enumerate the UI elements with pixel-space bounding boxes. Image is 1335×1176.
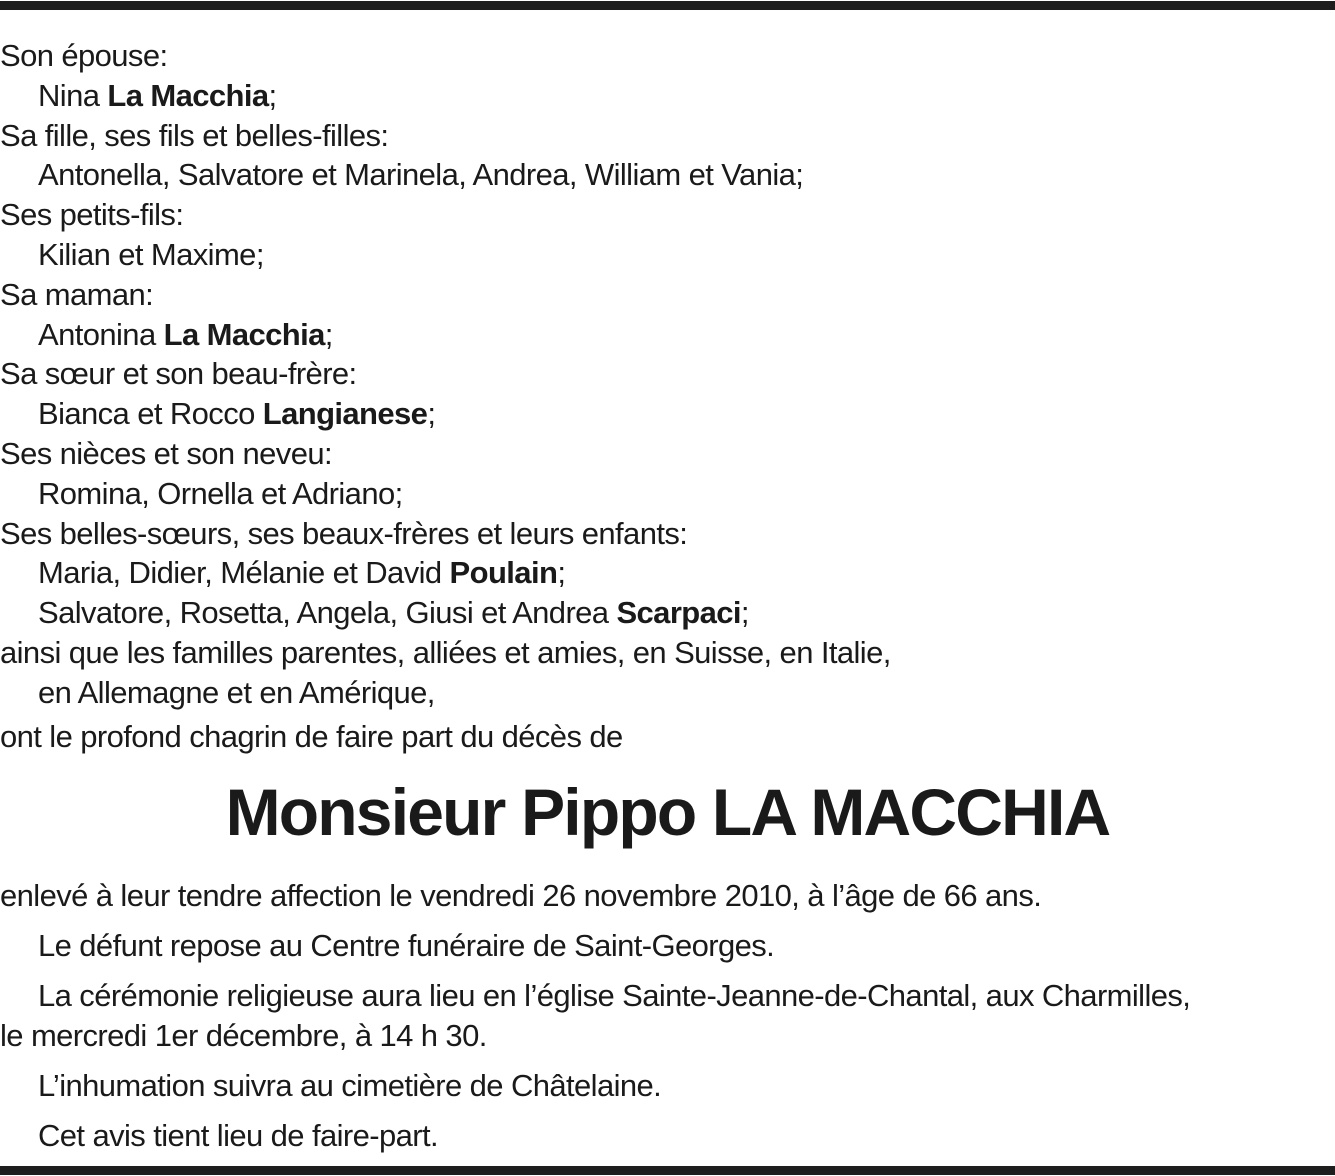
inlaws-scarpaci-first-names: Salvatore, Rosetta, Angela, Giusi et Andrea <box>38 595 609 631</box>
sister-first-names: Bianca et Rocco <box>38 396 255 432</box>
announcement-line: ont le profond chagrin de faire part du décès de <box>0 718 623 754</box>
burial-line: L’inhumation suivra au cimetière de Châtelaine. <box>38 1068 662 1103</box>
inlaws-scarpaci <box>0 593 1335 633</box>
death-line: enlevé à leur tendre affection le vendredi 26 novembre 2010, à l’âge de 66 ans. <box>0 878 1042 913</box>
inlaws-poulain <box>0 553 1335 593</box>
mother-first-name: Antonina <box>38 316 156 352</box>
spouse-last-name: La Macchia <box>107 77 269 113</box>
families-line-2: en Allemagne et en Amérique, <box>38 674 435 710</box>
families-line-1: ainsi que les familles parentes, alliées et amies, en Suisse, en Italie, <box>0 634 891 670</box>
deceased-name: Monsieur Pippo LA MACCHIA <box>225 775 1110 849</box>
mother-last-name: La Macchia <box>163 316 325 352</box>
grandsons-label: Ses petits-fils: <box>0 197 184 233</box>
spouse-label: Son épouse: <box>0 38 168 73</box>
children-names: Antonella, Salvatore et Marinela, Andrea, William et Vania; <box>38 157 804 193</box>
nieces-names: Romina, Ornella et Adriano; <box>38 475 403 511</box>
grandsons-names: Kilian et Maxime; <box>38 236 264 272</box>
inlaws-label: Ses belles-sœurs, ses beaux-frères et leurs enfants: <box>0 515 688 551</box>
notice-line: Cet avis tient lieu de faire-part. <box>38 1118 439 1153</box>
sister-names <box>0 394 1335 434</box>
ceremony-line-1: La cérémonie religieuse aura lieu en l’église Sainte-Jeanne-de-Chantal, aux Charmilles, <box>38 978 1191 1013</box>
mother-name <box>0 315 1335 355</box>
inlaws-poulain-last-name: Poulain <box>449 555 558 591</box>
top-rule <box>0 1 1335 10</box>
semicolon: ; <box>427 396 436 432</box>
semicolon: ; <box>557 555 566 591</box>
inlaws-scarpaci-last-name: Scarpaci <box>616 595 741 631</box>
ceremony-line-2: le mercredi 1er décembre, à 14 h 30. <box>0 1018 487 1053</box>
repose-line: Le défunt repose au Centre funéraire de Saint-Georges. <box>38 928 775 963</box>
semicolon: ; <box>268 77 277 113</box>
inlaws-poulain-first-names: Maria, Didier, Mélanie et David <box>38 555 442 591</box>
semicolon: ; <box>324 316 333 352</box>
spouse-name <box>0 76 1335 116</box>
semicolon: ; <box>740 595 749 631</box>
mother-label: Sa maman: <box>0 276 154 312</box>
children-label: Sa fille, ses fils et belles-filles: <box>0 117 389 153</box>
sister-label: Sa sœur et son beau-frère: <box>0 356 357 392</box>
bottom-rule <box>0 1166 1335 1175</box>
sister-last-name: Langianese <box>262 396 428 432</box>
nieces-label: Ses nièces et son neveu: <box>0 435 332 471</box>
funeral-details <box>0 876 1335 1156</box>
family-list <box>0 36 1335 756</box>
spouse-first-name: Nina <box>38 77 100 113</box>
